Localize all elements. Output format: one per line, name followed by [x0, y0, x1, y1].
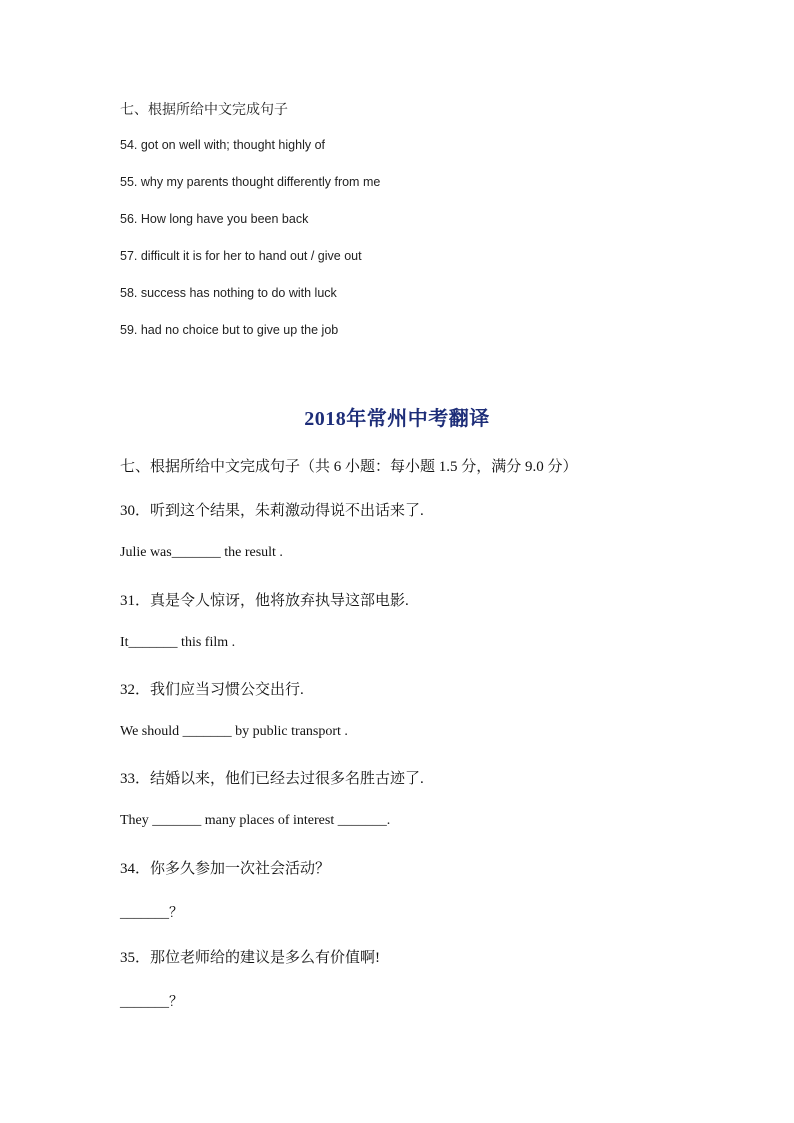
answer-59: 59. had no choice but to give up the job: [120, 323, 339, 337]
question-31-english: It_______ this film .: [120, 635, 236, 650]
question-30-english: Julie was_______ the result .: [120, 545, 283, 560]
question-33-english: They _______ many places of interest _______.: [120, 813, 391, 828]
answer-55: 55. why my parents thought differently from me: [120, 175, 381, 189]
question-32-english: We should _______ by public transport .: [120, 724, 348, 739]
answer-54: 54. got on well with; thought highly of: [120, 138, 325, 152]
question-35-chinese: 35．那位老师给的建议是多么有价值啊!: [120, 950, 380, 966]
question-section-heading: 七、根据所给中文完成句子（共 6 小题：每小题 1.5 分，满分 9.0 分）: [120, 459, 578, 475]
question-34-chinese: 34．你多久参加一次社会活动？: [120, 861, 331, 877]
question-34-english: _______？: [120, 906, 183, 921]
question-31-chinese: 31．真是令人惊讶，他将放弃执导这部电影.: [120, 593, 409, 609]
answer-section-heading: 七、根据所给中文完成句子: [120, 101, 288, 117]
section-title: 2018年常州中考翻译: [304, 408, 490, 430]
question-33-chinese: 33．结婚以来，他们已经去过很多名胜古迹了.: [120, 771, 424, 787]
answer-58: 58. success has nothing to do with luck: [120, 286, 337, 300]
question-30-chinese: 30．听到这个结果，朱莉激动得说不出话来了.: [120, 503, 424, 519]
answer-56: 56. How long have you been back: [120, 212, 309, 226]
answer-57: 57. difficult it is for her to hand out / give out: [120, 249, 362, 263]
question-35-english: _______？: [120, 995, 183, 1010]
question-32-chinese: 32．我们应当习惯公交出行.: [120, 682, 304, 698]
